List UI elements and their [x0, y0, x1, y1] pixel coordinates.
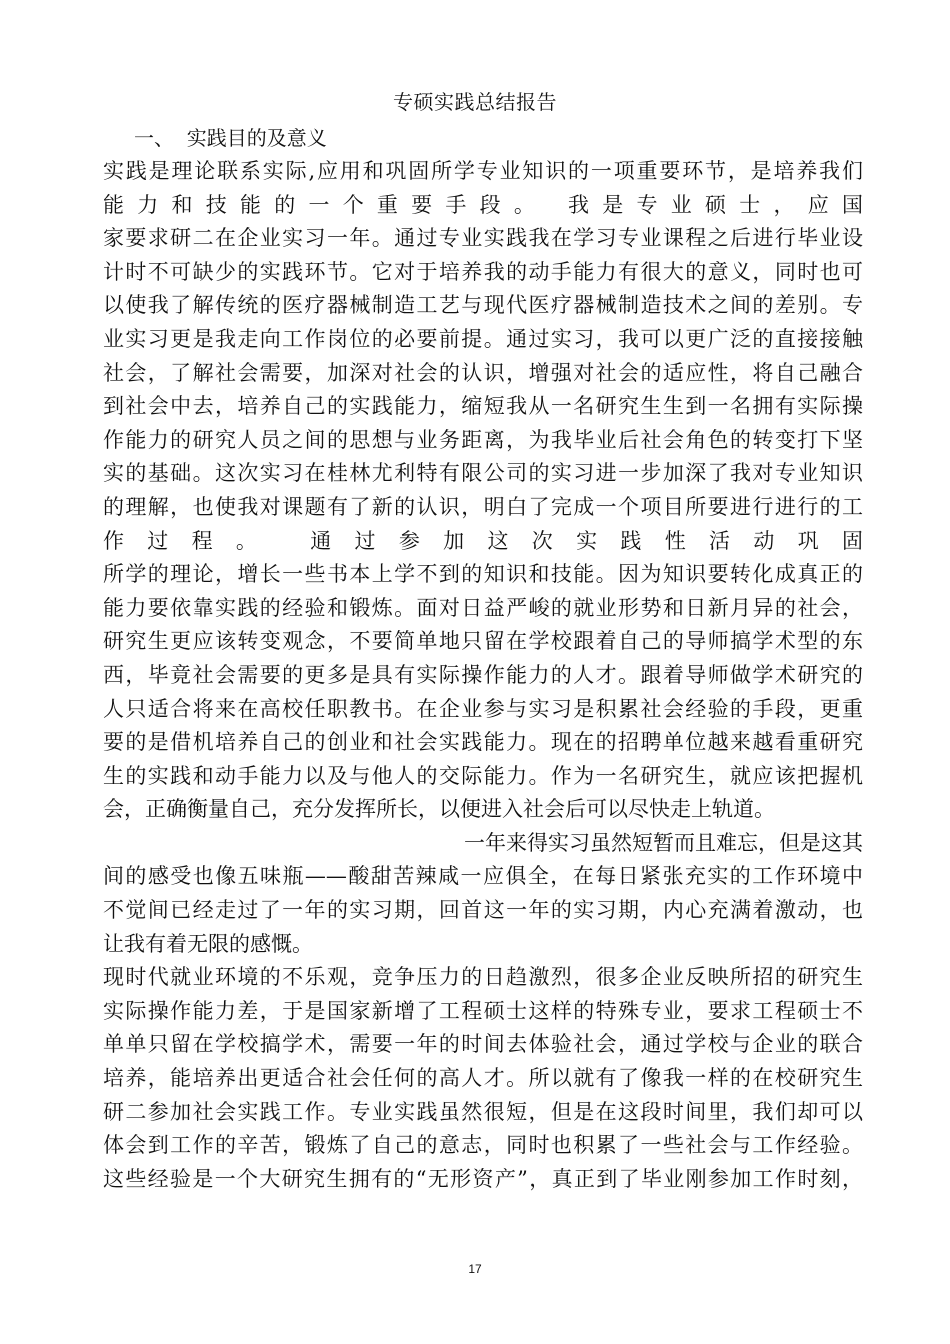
- page-number: 17: [468, 1262, 482, 1276]
- text-line: 这些经验是一个大研究生拥有的“无形资产”，真正到了毕业刚参加工作时刻，: [103, 1166, 863, 1191]
- text-line: 研二参加社会实践工作。专业实践虽然很短，但是在这段时间里，我们却可以: [103, 1099, 863, 1124]
- text-line: 作过程。 通过参加这次实践性活动巩固: [103, 528, 863, 553]
- text-line: 实践是理论联系实际,应用和巩固所学专业知识的一项重要环节，是培养我们: [103, 159, 863, 183]
- text-line: 不觉间已经走过了一年的实习期，回首这一年的实习期，内心充满着激动，也: [103, 898, 863, 923]
- text-line: 家要求研二在企业实习一年。通过专业实践我在学习专业课程之后进行毕业设: [103, 226, 863, 251]
- text-line: 一年来得实习虽然短暂而且难忘，但是这其: [464, 830, 863, 855]
- text-line: 实际操作能力差，于是国家新增了工程硕士这样的特殊专业，要求工程硕士不: [103, 998, 863, 1023]
- text-line: 单单只留在学校搞学术，需要一年的时间去体验社会，通过学校与企业的联合: [103, 1032, 863, 1057]
- text-line: 让我有着无限的感慨。: [103, 931, 313, 956]
- text-line: 现时代就业环境的不乐观，竞争压力的日趋激烈，很多企业反映所招的研究生: [103, 965, 863, 990]
- text-line: 间的感受也像五味瓶——酸甜苦辣咸一应俱全，在每日紧张充实的工作环境中: [103, 864, 863, 889]
- body-text: [103, 155, 863, 1196]
- text-line: 所学的理论，增长一些书本上学不到的知识和技能。因为知识要转化成真正的: [103, 562, 863, 587]
- text-line: 要的是借机培养自己的创业和社会实践能力。现在的招聘单位越来越看重研究: [103, 730, 863, 755]
- text-line: 体会到工作的辛苦，锻炼了自己的意志，同时也积累了一些社会与工作经验。: [103, 1133, 863, 1158]
- text-line: 研究生更应该转变观念，不要简单地只留在学校跟着自己的导师搞学术型的东: [103, 629, 863, 654]
- text-line: 以使我了解传统的医疗器械制造工艺与现代医疗器械制造技术之间的差别。专: [103, 293, 863, 318]
- text-line: 生的实践和动手能力以及与他人的交际能力。作为一名研究生，就应该把握机: [103, 763, 863, 788]
- text-line: 社会，了解社会需要，加深对社会的认识，增强对社会的适应性，将自己融合: [103, 360, 863, 385]
- text-line: 作能力的研究人员之间的思想与业务距离，为我毕业后社会角色的转变打下坚: [103, 427, 863, 452]
- text-line: 西，毕竟社会需要的更多是具有实际操作能力的人才。跟着导师做学术研究的: [103, 662, 863, 687]
- text-line: 能力要依靠实践的经验和锻炼。面对日益严峻的就业形势和日新月异的社会，: [103, 595, 863, 620]
- document-title: 专硕实践总结报告: [393, 90, 557, 114]
- text-line: 能力和技能的一个重要手段。 我是专业硕士，应国: [103, 192, 863, 217]
- text-line: 的理解，也使我对课题有了新的认识，明白了完成一个项目所要进行进行的工: [103, 494, 863, 519]
- text-line: 人只适合将来在高校任职教书。在企业参与实习是积累社会经验的手段，更重: [103, 696, 863, 721]
- section-heading: 一、 实践目的及意义: [134, 126, 327, 150]
- text-line: 到社会中去，培养自己的实践能力，缩短我从一名研究生生到一名拥有实际操: [103, 394, 863, 419]
- text-line: 实的基础。这次实习在桂林尤利特有限公司的实习进一步加深了我对专业知识: [103, 461, 863, 486]
- text-line: 会，正确衡量自己，充分发挥所长，以便进入社会后可以尽快走上轨道。: [103, 797, 775, 822]
- text-line: 业实习更是我走向工作岗位的必要前提。通过实习，我可以更广泛的直接接触: [103, 326, 863, 351]
- text-line: 计时不可缺少的实践环节。它对于培养我的动手能力有很大的意义，同时也可: [103, 259, 863, 284]
- text-line: 培养，能培养出更适合社会任何的高人才。所以就有了像我一样的在校研究生: [103, 1066, 863, 1091]
